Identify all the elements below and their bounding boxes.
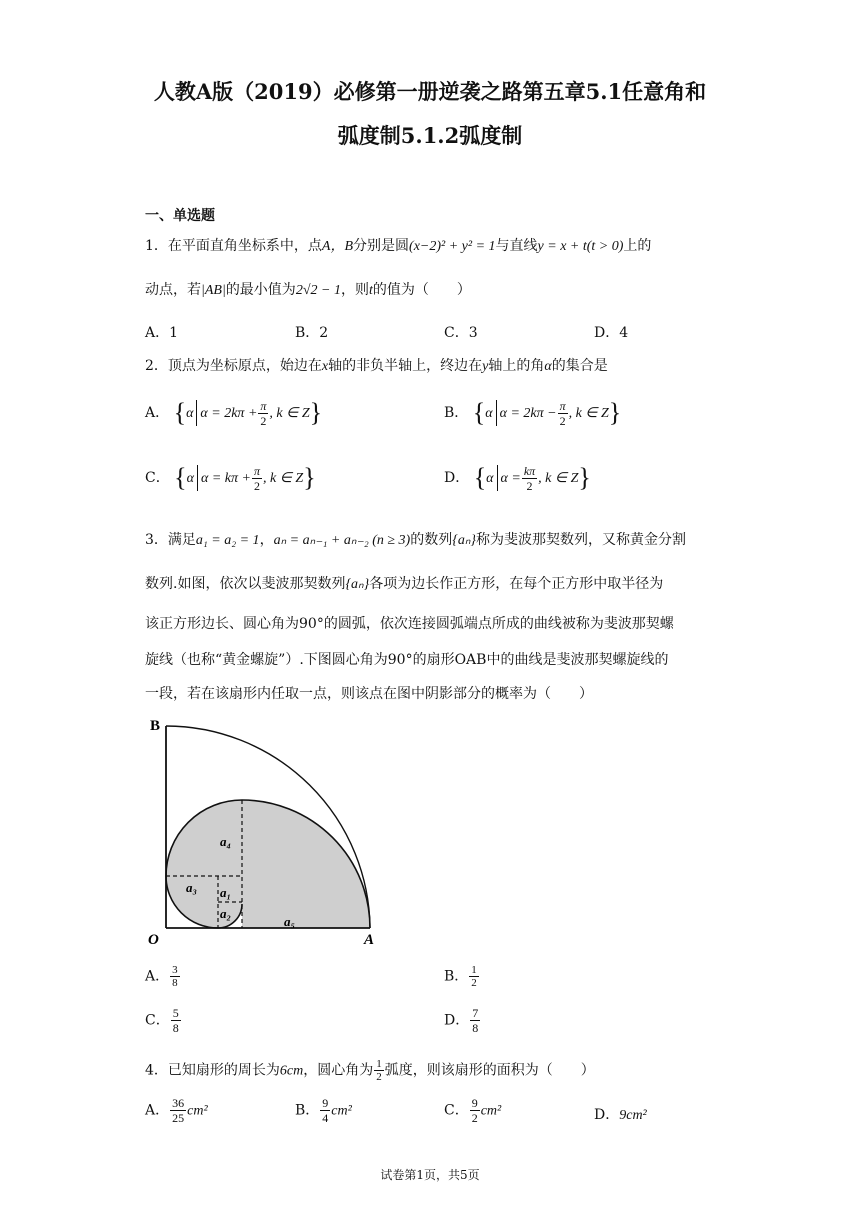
q1-text: 与直线 <box>495 238 538 254</box>
q4-option-b[interactable] <box>295 1096 352 1125</box>
q1-points: A，B <box>321 239 354 254</box>
q2-x: x <box>321 359 329 374</box>
fraction <box>252 464 262 493</box>
set-expr: α = 2kπ + <box>200 406 258 421</box>
alpha: α <box>486 471 494 486</box>
q3-line-5: 一段，若在该扇形内任取一点，则该点在图中阴影部分的概率为（ ） <box>145 686 593 702</box>
q2-text: 轴上的角 <box>488 358 545 374</box>
fraction-den: 2 <box>471 1111 478 1125</box>
q1-text: ，则 <box>340 282 369 298</box>
label-a: A <box>364 932 375 947</box>
fraction <box>470 1006 480 1035</box>
option-label: B． <box>295 1102 320 1119</box>
fraction <box>320 1096 330 1125</box>
q1-circle-eq: (x−2)² + y² = 1 <box>409 239 496 254</box>
fraction-num: 1 <box>376 1058 382 1070</box>
q2-text: 2．顶点为坐标原点，始边在 <box>145 358 322 374</box>
left-brace: { <box>174 463 187 492</box>
fibonacci-spiral-figure <box>140 712 390 947</box>
q3-line-1 <box>145 530 686 551</box>
q1-t: t <box>368 283 373 298</box>
q2-alpha: α <box>544 359 552 374</box>
fraction-num: 5 <box>172 1006 179 1020</box>
q2-text: 轴的非负半轴上，终边在 <box>328 358 483 374</box>
unit: cm² <box>331 1103 352 1119</box>
unit: cm² <box>480 1103 502 1119</box>
left-brace: { <box>473 463 487 492</box>
q4-text: ，圆心角为 <box>303 1062 374 1079</box>
q3-line-3: 该正方形边长、圆心角为90°的圆弧，依次连接圆弧端点所成的曲线被称为斐波那契螺 <box>145 616 674 632</box>
right-brace: } <box>303 463 316 492</box>
label-o: O <box>148 932 159 947</box>
set-bar <box>497 465 498 491</box>
q4-option-c[interactable] <box>444 1096 501 1125</box>
q4-option-a[interactable] <box>145 1096 208 1125</box>
q2-text: 的集合是 <box>551 358 608 374</box>
page-title-line-2: 弧度制5.1.2弧度制 <box>337 123 523 148</box>
set-bar <box>496 400 497 426</box>
set-condition: , k ∈ Z <box>538 471 579 486</box>
q1-line-2 <box>145 280 471 301</box>
fraction-den: 8 <box>172 1021 179 1035</box>
q3-option-d[interactable] <box>444 1006 481 1035</box>
fraction-num: π <box>254 463 261 478</box>
q1-text: 上的 <box>623 238 652 254</box>
q3-text: 的数列 <box>410 532 453 548</box>
fraction <box>522 464 537 493</box>
q1-line-1 <box>145 236 651 257</box>
set-condition: , k ∈ Z <box>568 406 609 421</box>
option-label: D． <box>594 1107 620 1123</box>
option-label: B． <box>444 968 469 985</box>
q3-option-b[interactable] <box>444 964 480 989</box>
q3-text: 称为斐波那契数列，又称黄金分割 <box>476 532 686 548</box>
left-brace: { <box>173 398 187 427</box>
q4-angle-fraction <box>374 1058 384 1083</box>
q3-text: 各项为边长作正方形，在每个正方形中取半径为 <box>369 576 664 592</box>
q2-option-a[interactable] <box>145 398 322 428</box>
q4-text: 弧度，则该扇形的面积为（ ） <box>384 1062 595 1079</box>
fraction-num: π <box>559 398 566 413</box>
option-label: D． <box>444 1012 470 1029</box>
q1-option-c[interactable]: C．3 <box>444 325 478 341</box>
fraction-den: 2 <box>376 1071 382 1083</box>
label-a5: a₅ <box>284 914 296 929</box>
fraction <box>171 1006 181 1035</box>
fraction-num: 1 <box>471 964 477 976</box>
fraction <box>258 399 268 428</box>
fraction-den: 4 <box>322 1111 329 1125</box>
fraction-num: 7 <box>472 1006 479 1020</box>
right-brace: } <box>608 398 622 427</box>
q3-recurrence: aₙ = aₙ₋₁ + aₙ₋₂ (n ≥ 3) <box>273 533 411 548</box>
q1-text: 1．在平面直角坐标系中，点 <box>145 238 322 254</box>
option-label: D． <box>444 470 470 486</box>
label-a1: a₁ <box>220 885 232 900</box>
right-brace: } <box>309 398 323 427</box>
q1-text: 动点，若 <box>145 282 201 298</box>
fraction <box>469 964 479 989</box>
q1-option-b[interactable]: B．2 <box>295 325 329 341</box>
q2-option-b[interactable] <box>444 398 621 428</box>
q3-line-4: 旋线（也称“黄金螺旋”）.下图圆心角为90°的扇形OAB中的曲线是斐波那契螺旋线的 <box>145 652 669 668</box>
q1-text: 的值为（ ） <box>372 282 471 298</box>
fraction-den: 8 <box>172 977 178 989</box>
fraction-num: kπ <box>523 463 536 478</box>
q3-text: ， <box>259 532 274 548</box>
option-label: C． <box>145 1012 170 1029</box>
fraction-den: 2 <box>471 977 477 989</box>
alpha: α <box>485 406 493 421</box>
q3-initial-cond: a₁ = a₂ = 1 <box>195 533 260 548</box>
q4-perimeter: 6cm <box>279 1063 304 1079</box>
q3-sequence: {aₙ} <box>345 577 370 592</box>
unit: 9cm² <box>619 1108 647 1123</box>
q1-abs-ab: |AB| <box>201 283 226 298</box>
q3-option-a[interactable] <box>145 964 181 989</box>
q3-option-c[interactable] <box>145 1006 182 1035</box>
q3-text: 数列.如图，依次以斐波那契数列 <box>145 576 346 592</box>
q1-text: 的最小值为 <box>225 282 296 298</box>
q2-y: y <box>482 359 489 374</box>
label-b: B <box>150 718 161 734</box>
label-a3: a₃ <box>186 880 198 895</box>
q1-line-eq: y = x + t(t > 0) <box>537 239 624 254</box>
q3-text: 3．满足 <box>145 532 196 548</box>
fraction <box>170 1096 186 1125</box>
fraction-den: 25 <box>172 1111 185 1125</box>
label-a4: a₄ <box>220 834 232 849</box>
option-label: C． <box>444 1102 469 1119</box>
q2-option-d[interactable] <box>444 463 591 493</box>
fraction-num: π <box>260 398 267 413</box>
q4-stem <box>145 1058 595 1083</box>
alpha: α <box>186 406 194 421</box>
fraction-num: 36 <box>172 1096 185 1110</box>
alpha: α <box>186 471 195 486</box>
set-bar <box>197 465 198 491</box>
option-label: B． <box>444 405 469 421</box>
q3-sequence: {aₙ} <box>452 533 476 548</box>
right-brace: } <box>578 463 591 492</box>
q2-option-c[interactable] <box>145 463 316 493</box>
shaded-region <box>166 800 370 928</box>
page-title-line-1: 人教A版（2019）必修第一册逆袭之路第五章5.1任意角和 <box>153 79 707 104</box>
q1-option-d[interactable]: D．4 <box>594 325 629 341</box>
fraction <box>470 1096 480 1125</box>
unit: cm² <box>187 1103 208 1119</box>
fraction-den: 2 <box>260 413 267 428</box>
set-condition: , k ∈ Z <box>269 406 310 421</box>
q1-min-value: 2√2 − 1 <box>295 283 341 298</box>
q3-line-2 <box>145 574 663 595</box>
fraction-den: 2 <box>254 478 260 493</box>
fraction-den: 2 <box>526 478 533 493</box>
fraction-num: 3 <box>172 964 178 976</box>
section-heading: 一、单选题 <box>145 208 215 224</box>
q4-option-d[interactable] <box>594 1104 647 1124</box>
page-footer: 试卷第1页，共5页 <box>380 1168 480 1182</box>
option-label: A． <box>145 968 170 985</box>
option-label: C． <box>145 470 170 486</box>
q1-option-a[interactable]: A．1 <box>145 325 179 341</box>
fraction-den: 8 <box>472 1021 479 1035</box>
set-expr: α = kπ + <box>201 471 251 486</box>
fraction <box>170 964 180 989</box>
fraction-num: 9 <box>471 1096 478 1110</box>
label-a2: a₂ <box>220 906 232 921</box>
set-expr: α = 2kπ − <box>499 406 557 421</box>
q2-stem <box>145 356 608 377</box>
q1-text: 分别是圆 <box>353 238 410 254</box>
left-brace: { <box>472 398 486 427</box>
fraction <box>558 399 568 428</box>
set-condition: , k ∈ Z <box>263 471 304 486</box>
set-expr: α = <box>500 471 521 486</box>
set-bar <box>196 400 197 426</box>
option-label: A． <box>145 1102 170 1119</box>
q4-text: 4．已知扇形的周长为 <box>145 1062 280 1079</box>
option-label: A． <box>145 405 170 421</box>
fraction-num: 9 <box>322 1096 329 1110</box>
fraction-den: 2 <box>559 413 566 428</box>
